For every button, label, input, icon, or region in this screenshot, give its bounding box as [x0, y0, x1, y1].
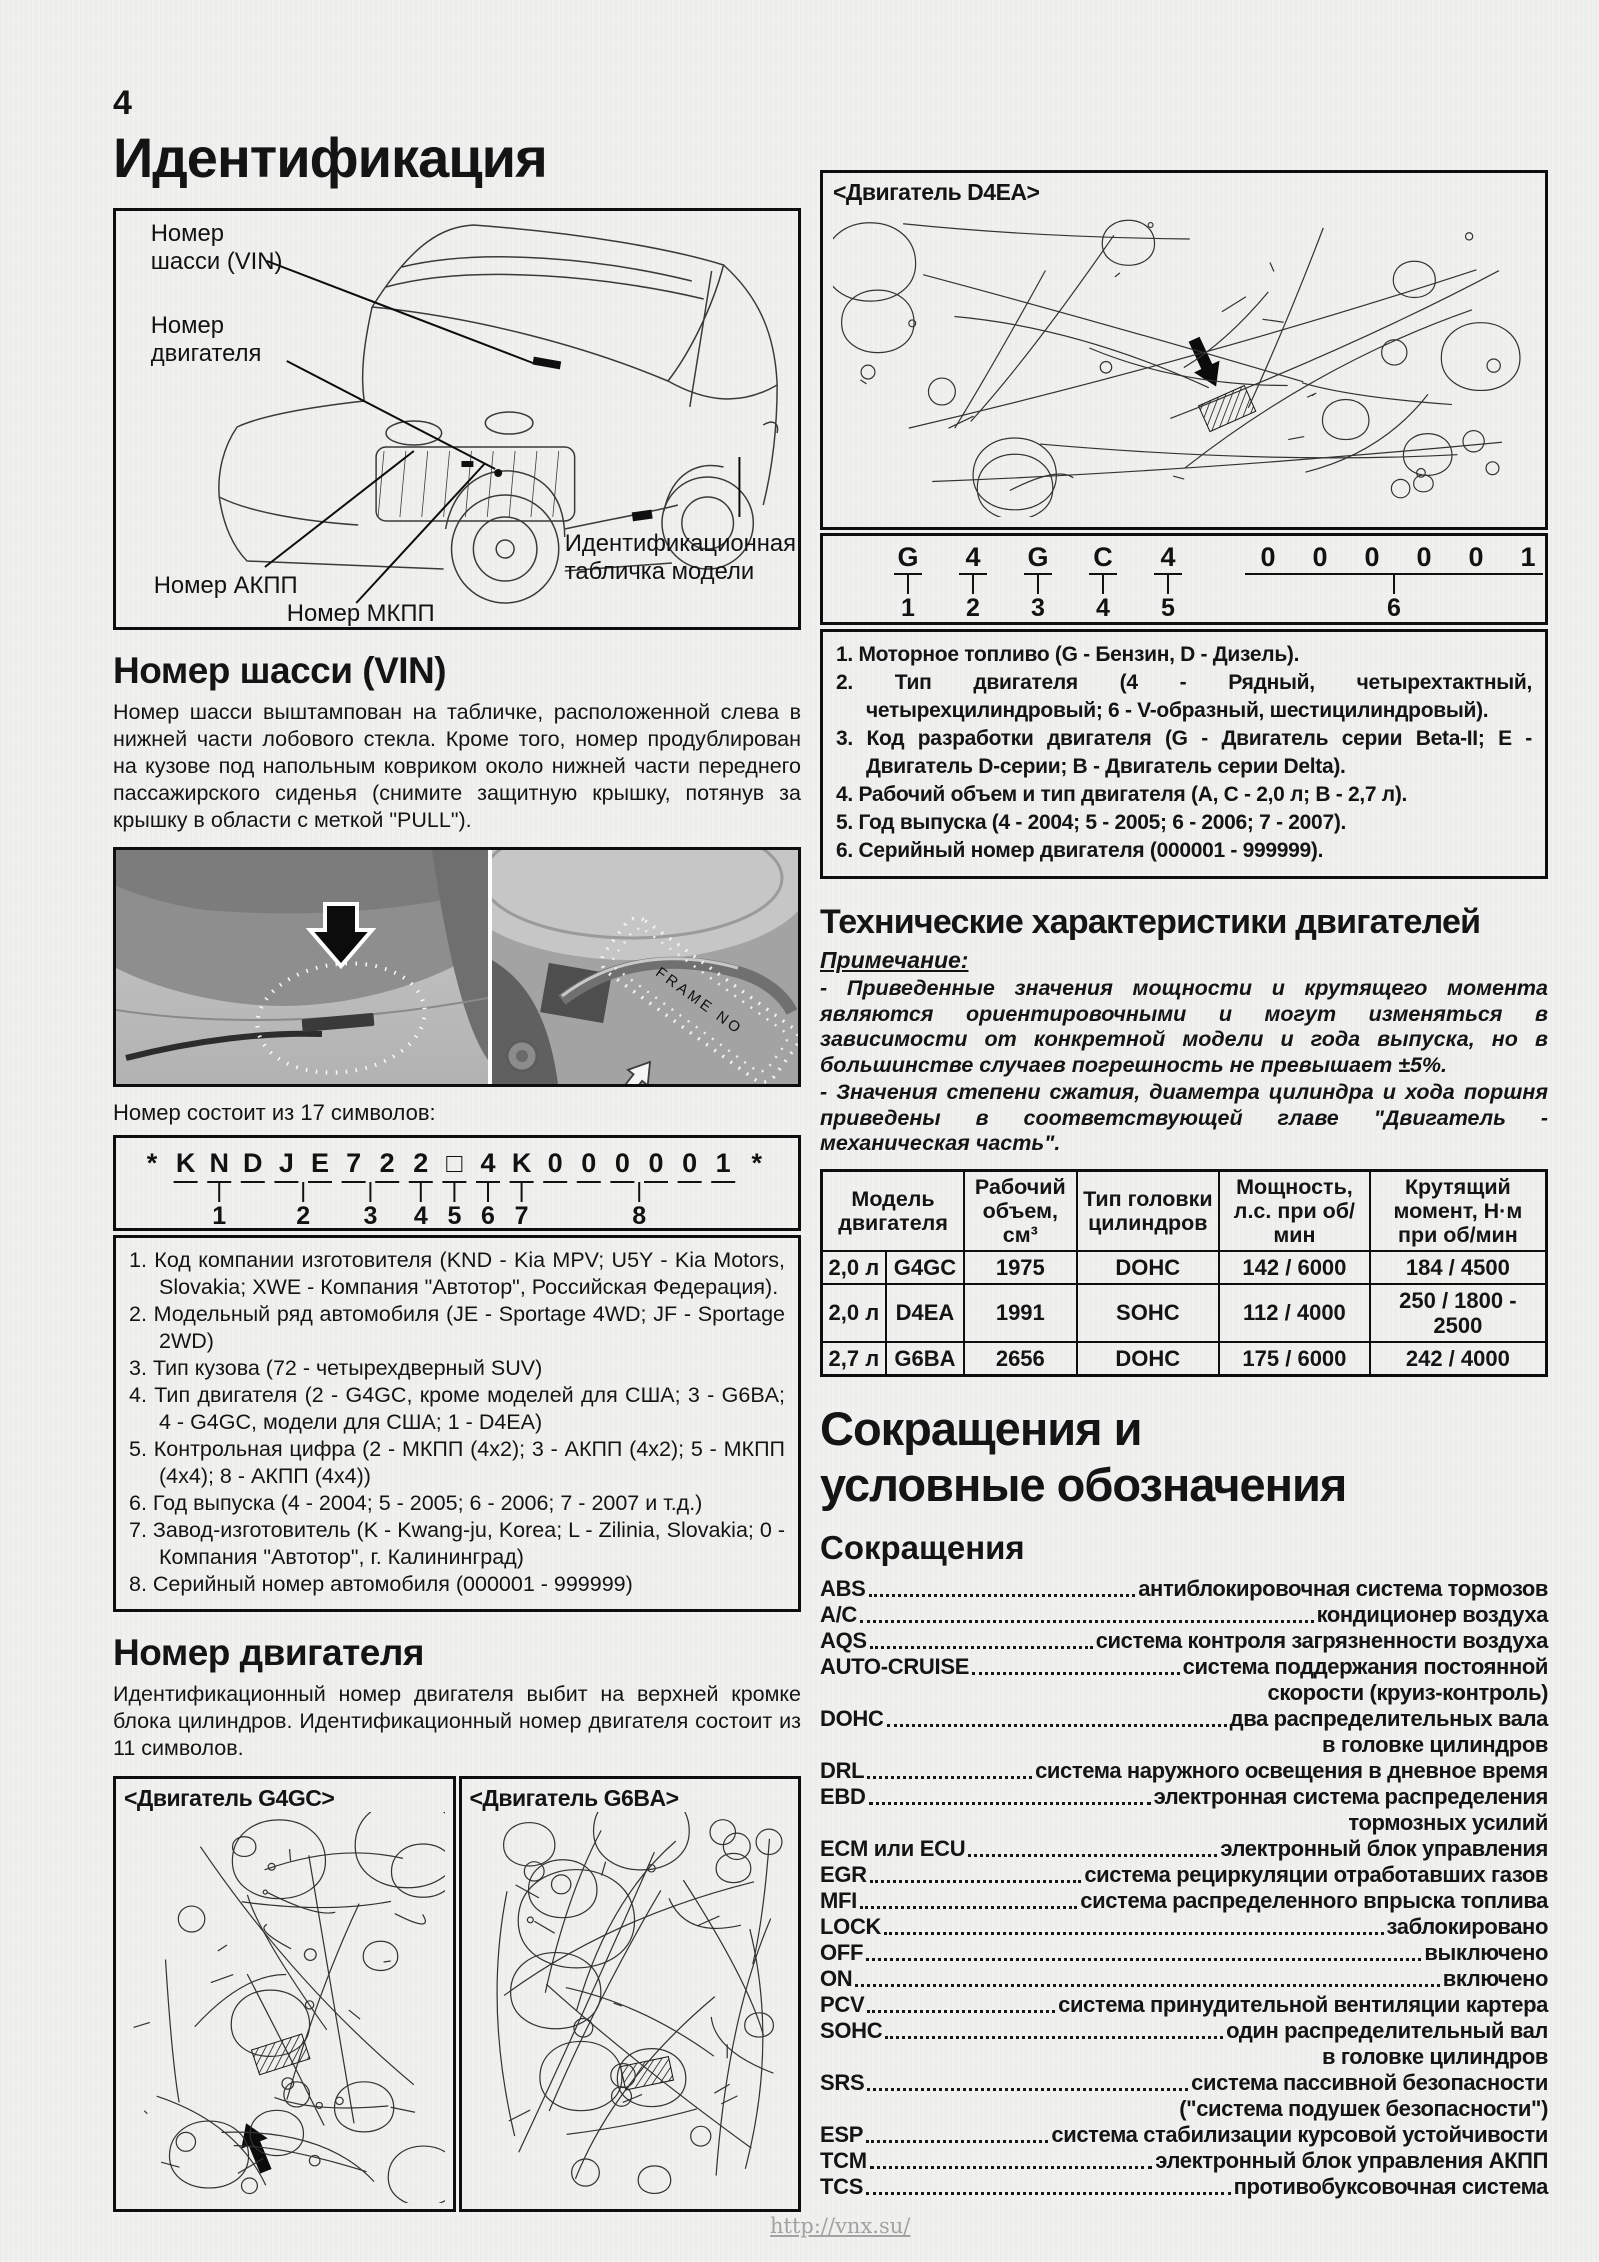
- note-paragraph: - Значения степени сжатия, диаметра цилиндра и хода поршня приведены в соответствующей главе "Двигатель - механическая часть".: [820, 1080, 1548, 1155]
- vin-char: J: [278, 1148, 294, 1178]
- abbr-row: [820, 2070, 1548, 2096]
- abbr-term: ECM или ECU: [820, 1835, 966, 1861]
- abbr-row: [820, 1654, 1548, 1680]
- abbr-definition-continued: тормозных усилий: [1348, 1809, 1548, 1835]
- abbreviations-subheading: Сокращения: [820, 1528, 1025, 1566]
- engine-code-group-number: 6: [1387, 594, 1401, 622]
- abbr-row: [820, 1966, 1548, 1992]
- engine-code-char: C: [1093, 542, 1113, 572]
- spec-cell: 112 / 4000: [1219, 1284, 1370, 1342]
- label-model-plate: Идентификационная: [564, 529, 797, 558]
- note-label: Примечание:: [820, 947, 969, 973]
- dot-leader: [855, 1984, 1439, 1987]
- abbr-term: AQS: [820, 1627, 867, 1653]
- abbr-definition: противобуксовочная система: [1233, 2173, 1548, 2199]
- engine-code-group-number: 3: [1031, 594, 1045, 622]
- spec-cell: G4GC: [886, 1251, 964, 1284]
- abbr-term: DOHC: [820, 1705, 884, 1731]
- abbr-definition: система стабилизации курсовой устойчивости: [1051, 2121, 1548, 2147]
- dot-leader: [870, 2166, 1153, 2169]
- list-item: 1. Моторное топливо (G - Бензин, D - Дизель).: [836, 643, 1300, 666]
- dot-leader: [860, 1906, 1077, 1909]
- abbr-row: [820, 1836, 1548, 1862]
- abbr-definition: электронный блок управления АКПП: [1155, 2147, 1548, 2173]
- right-column: [820, 0, 1548, 2200]
- list-item: 7. Завод-изготовитель (K - Kwang-ju, Korea; L - Zilinia, Slovakia; 0 - Компания "Автотор", г. Калининград): [129, 1518, 785, 1569]
- spec-cell: 142 / 6000: [1219, 1251, 1370, 1284]
- spec-cell: DOHC: [1077, 1251, 1220, 1284]
- engine-code-char: 0: [1416, 542, 1432, 572]
- abbr-row: [820, 1576, 1548, 1602]
- engine-code-char: 4: [965, 542, 981, 572]
- abbr-row: [820, 1706, 1548, 1732]
- abbr-definition: система рециркуляции отработавших газов: [1084, 1861, 1548, 1887]
- vin-char: 2: [413, 1148, 429, 1178]
- vin-location-photos: [113, 847, 801, 1087]
- engine-figures-row: [113, 1776, 801, 2212]
- engine-figure-d4ea: [820, 170, 1548, 530]
- engine-code-group-number: 1: [901, 594, 915, 622]
- vin-paragraph: Номер шасси выштампован на табличке, расположенной слева в нижней части лобового стекла. Кроме того, номер продублирован на кузове под напольным ковриком около нижней части переднего пассажирского сиденья (снимите защитную крышку, потянув за крышку в области с меткой "PULL").: [113, 700, 801, 832]
- abbr-term: EBD: [820, 1783, 866, 1809]
- vin-char: 0: [648, 1148, 664, 1178]
- frame-number-photo: [492, 850, 798, 1084]
- vin-group-number: 8: [632, 1202, 647, 1228]
- abbr-row: [820, 1758, 1548, 1784]
- watermark-link[interactable]: http://vnx.su/: [770, 2214, 911, 2238]
- abbr-row: [820, 1888, 1548, 1914]
- abbr-definition: система наружного освещения в дневное время: [1035, 1757, 1548, 1783]
- abbr-row: [820, 2148, 1548, 2174]
- vin-char: N: [209, 1148, 229, 1178]
- abbr-row: [820, 1940, 1548, 1966]
- dot-leader: [869, 1594, 1136, 1597]
- section-heading-vin: Номер шасси (VIN): [113, 650, 447, 691]
- engine-code-char: 0: [1364, 542, 1380, 572]
- vin-char: K: [511, 1148, 532, 1178]
- table-row: [822, 1342, 1547, 1376]
- vin-char: K: [175, 1148, 196, 1178]
- list-item: 1. Код компании изготовителя (KND - Kia MPV; U5Y - Kia Motors, Slovakia; XWE - Компания "Автотор", Российская Федерация).: [129, 1248, 785, 1299]
- spec-cell: 1975: [964, 1251, 1076, 1284]
- spec-header-cell: Тип головки цилиндров: [1077, 1170, 1220, 1251]
- vin-char: D: [243, 1148, 263, 1178]
- vin-group-number: 2: [296, 1202, 311, 1228]
- spec-cell: 2,0 л: [822, 1284, 886, 1342]
- abbr-term: SRS: [820, 2069, 865, 2095]
- abbr-term: EGR: [820, 1861, 867, 1887]
- abbr-definition: включено: [1442, 1965, 1548, 1991]
- table-row: [822, 1251, 1547, 1284]
- dot-leader: [867, 2088, 1188, 2091]
- spec-cell: G6BA: [886, 1342, 964, 1376]
- abbr-row: [820, 1628, 1548, 1654]
- vin-char: 0: [682, 1148, 698, 1178]
- label-engine-number: двигателя: [150, 339, 262, 368]
- abbreviations-title-line: условные обозначения: [820, 1457, 1347, 1511]
- page-title: Идентификация: [113, 126, 547, 189]
- label-mkpp: Номер МКПП: [286, 599, 435, 627]
- abbr-term: LOCK: [820, 1913, 882, 1939]
- dot-leader: [866, 1958, 1421, 1961]
- engine-code-diagram: [820, 533, 1548, 625]
- vin-char: 7: [346, 1148, 362, 1178]
- spec-cell: 250 / 1800 - 2500: [1370, 1284, 1547, 1342]
- vin-char: *: [146, 1148, 158, 1178]
- abbr-row: [820, 2018, 1548, 2044]
- engine-code-char: G: [1027, 542, 1049, 572]
- dot-leader: [885, 2036, 1223, 2039]
- engine-g6ba-illustration: [470, 1812, 791, 2203]
- vin-char: □: [446, 1148, 463, 1178]
- vin-group-number: 6: [481, 1202, 495, 1228]
- car-line-drawing: [116, 211, 798, 627]
- abbreviations-list: [820, 1576, 1548, 2200]
- engine-number-paragraph: Идентификационный номер двигателя выбит на верхней кромке блока цилиндров. Идентификационный номер двигателя состоит из 11 символов.: [113, 1682, 801, 1760]
- abbr-definition-continued: скорости (круиз-контроль): [1267, 1679, 1548, 1705]
- vin-group-number: 5: [447, 1202, 462, 1228]
- abbr-row: [820, 2122, 1548, 2148]
- engine-specs-table: [820, 1169, 1548, 1377]
- vin-structure-diagram: [113, 1135, 801, 1231]
- spec-cell: 1991: [964, 1284, 1076, 1342]
- abbr-definition: заблокировано: [1386, 1913, 1548, 1939]
- engine-figure-g4gc: [113, 1776, 456, 2212]
- spec-cell: 2,7 л: [822, 1342, 886, 1376]
- spec-cell: 175 / 6000: [1219, 1342, 1370, 1376]
- label-vin: шасси (VIN): [150, 247, 283, 276]
- spec-cell: 184 / 4500: [1370, 1251, 1547, 1284]
- list-item: 2. Тип двигателя (4 - Рядный, четырехтактный, четырехцилиндровый; 6 - V-образный, шестицилиндровый).: [836, 671, 1532, 722]
- spec-cell: SOHC: [1077, 1284, 1220, 1342]
- car-identification-figure: [113, 208, 801, 630]
- abbr-term: ON: [820, 1965, 853, 1991]
- spec-cell: D4EA: [886, 1284, 964, 1342]
- abbr-definition: система пассивной безопасности: [1191, 2069, 1548, 2095]
- abbr-definition-continued: ("система подушек безопасности"): [1179, 2095, 1548, 2121]
- abbr-definition-continued: в головке цилиндров: [1321, 2043, 1548, 2069]
- dot-leader: [870, 1646, 1093, 1649]
- abbr-definition: кондиционер воздуха: [1316, 1601, 1548, 1627]
- frame-no-text: FRAME NO: [652, 964, 746, 1039]
- list-item: 5. Контрольная цифра (2 - МКПП (4x2); 3 - АКПП (4x2); 5 - МКПП (4x4); 8 - АКПП (4x4)): [129, 1437, 785, 1488]
- abbr-definition: система контроля загрязненности воздуха: [1095, 1627, 1548, 1653]
- dot-leader: [968, 1854, 1217, 1857]
- vin-char: 1: [715, 1148, 731, 1178]
- abbr-term: AUTO-CRUISE: [820, 1653, 970, 1679]
- list-item: 6. Год выпуска (4 - 2004; 5 - 2005; 6 - 2006; 7 - 2007 и т.д.): [129, 1491, 703, 1515]
- label-akpp: Номер АКПП: [153, 571, 298, 600]
- engine-figure-label: <Двигатель G4GC>: [124, 1785, 335, 1811]
- table-row: [822, 1284, 1547, 1342]
- engine-code-group-number: 5: [1161, 594, 1175, 622]
- vin-group-number: 4: [413, 1202, 428, 1228]
- abbreviations-title-line: Сокращения и: [820, 1401, 1142, 1455]
- engine-figure-label: <Двигатель D4EA>: [833, 179, 1040, 205]
- page-number: 4: [113, 84, 132, 122]
- abbr-row: [820, 1914, 1548, 1940]
- engine-code-char: 4: [1160, 542, 1176, 572]
- abbr-term: DRL: [820, 1757, 865, 1783]
- dot-leader: [869, 1802, 1151, 1805]
- engine-code-group-number: 2: [966, 594, 980, 622]
- abbr-definition: система распределенного впрыска топлива: [1080, 1887, 1548, 1913]
- abbr-row: [820, 1784, 1548, 1810]
- list-item: 8. Серийный номер автомобиля (000001 - 999999): [129, 1572, 633, 1596]
- abbr-term: SOHC: [820, 2017, 883, 2043]
- vin-char: 2: [379, 1148, 395, 1178]
- abbr-term: TCS: [820, 2173, 864, 2199]
- vin-char: 0: [581, 1148, 597, 1178]
- dot-leader: [884, 1932, 1383, 1935]
- dot-leader: [972, 1672, 1180, 1675]
- abbr-term: ABS: [820, 1575, 866, 1601]
- list-item: 5. Год выпуска (4 - 2004; 5 - 2005; 6 - 2006; 7 - 2007).: [836, 811, 1347, 834]
- abbreviations-title: [820, 1401, 1548, 1513]
- abbr-definition: антиблокировочная система тормозов: [1138, 1575, 1548, 1601]
- list-item: 3. Код разработки двигателя (G - Двигатель серии Beta-II; E - Двигатель D-серии; B - Двигатель серии Delta).: [836, 727, 1532, 778]
- abbr-term: ESP: [820, 2121, 864, 2147]
- left-column: [113, 0, 801, 2212]
- vin-group-number: 1: [212, 1202, 227, 1228]
- label-engine-number: Номер: [150, 311, 225, 340]
- list-item: 4. Рабочий объем и тип двигателя (A, C - 2,0 л; B - 2,7 л).: [836, 783, 1408, 806]
- label-vin: Номер: [150, 219, 225, 248]
- list-item: 3. Тип кузова (72 - четырехдверный SUV): [129, 1356, 543, 1380]
- vin-char: 4: [480, 1148, 496, 1178]
- abbr-term: PCV: [820, 1991, 865, 2017]
- dot-leader: [870, 1880, 1082, 1883]
- spec-header-cell: Модель двигателя: [822, 1170, 965, 1251]
- vin-group-number: 7: [514, 1202, 529, 1228]
- spec-header-cell: Рабочий объем, см³: [964, 1170, 1076, 1251]
- engine-code-char: G: [897, 542, 919, 572]
- vin-symbols-intro: Номер состоит из 17 символов:: [113, 1100, 436, 1125]
- list-item: 6. Серийный номер двигателя (000001 - 999999).: [836, 839, 1324, 862]
- vin-char: E: [310, 1148, 330, 1178]
- dot-leader: [867, 1776, 1032, 1779]
- vin-legend-list: [113, 1235, 801, 1612]
- spec-header-cell: Крутящий момент, Н·м при об/мин: [1370, 1170, 1547, 1251]
- abbr-row: [820, 1602, 1548, 1628]
- engine-code-group-number: 4: [1096, 594, 1110, 622]
- dot-leader: [867, 2010, 1055, 2013]
- engine-g4gc-illustration: [124, 1812, 445, 2203]
- abbr-definition: один распределительный вал: [1226, 2017, 1548, 2043]
- vin-char: 0: [614, 1148, 630, 1178]
- list-item: 4. Тип двигателя (2 - G4GC, кроме моделей для США; 3 - G6BA; 4 - G4GC, модели для США; 1 - D4EA): [129, 1383, 785, 1434]
- arrow-icon: [1181, 333, 1228, 392]
- abbr-definition: система принудительной вентиляции картера: [1058, 1991, 1548, 2017]
- vin-char: *: [751, 1148, 763, 1178]
- abbr-term: TCM: [820, 2147, 867, 2173]
- engine-code-char: 0: [1468, 542, 1484, 572]
- abbr-definition: система поддержания постоянной: [1182, 1653, 1548, 1679]
- abbr-row: [820, 2174, 1548, 2200]
- abbr-definition: выключено: [1424, 1939, 1548, 1965]
- abbr-term: OFF: [820, 1939, 864, 1965]
- engine-figure-g6ba: [459, 1776, 802, 2212]
- spec-cell: 242 / 4000: [1370, 1342, 1547, 1376]
- vin-group-number: 3: [363, 1202, 378, 1228]
- spec-cell: 2,0 л: [822, 1251, 886, 1284]
- dot-leader: [866, 2140, 1048, 2143]
- engine-code-legend-list: [820, 629, 1548, 879]
- abbr-definition-continued: в головке цилиндров: [1321, 1731, 1548, 1757]
- list-item: 2. Модельный ряд автомобиля (JE - Sportage 4WD; JF - Sportage 2WD): [129, 1302, 785, 1353]
- engine-figure-label: <Двигатель G6BA>: [469, 1785, 679, 1811]
- engine-code-char: 0: [1312, 542, 1328, 572]
- section-heading-specs: Технические характеристики двигателей: [820, 903, 1481, 941]
- abbr-row: [820, 1992, 1548, 2018]
- abbr-definition: электронный блок управления: [1220, 1835, 1548, 1861]
- dot-leader: [866, 2192, 1230, 2195]
- engine-code-char: 0: [1260, 542, 1276, 572]
- abbr-row: [820, 1862, 1548, 1888]
- engine-d4ea-illustration: [833, 206, 1535, 517]
- abbr-definition: электронная система распределения: [1153, 1783, 1548, 1809]
- abbr-definition: два распределительных вала: [1229, 1705, 1548, 1731]
- abbr-term: MFI: [820, 1887, 857, 1913]
- spec-cell: 2656: [964, 1342, 1076, 1376]
- engine-code-char: 1: [1520, 542, 1536, 572]
- section-heading-engine-number: Номер двигателя: [113, 1632, 424, 1673]
- windshield-vin-photo: [116, 850, 488, 1084]
- label-model-plate: табличка модели: [564, 557, 755, 586]
- dot-leader: [887, 1724, 1227, 1727]
- notes-block: [820, 976, 1548, 1157]
- spec-cell: DOHC: [1077, 1342, 1220, 1376]
- spec-header-cell: Мощность, л.с. при об/мин: [1219, 1170, 1370, 1251]
- abbr-term: A/C: [820, 1601, 857, 1627]
- vin-char: 0: [547, 1148, 563, 1178]
- note-paragraph: - Приведенные значения мощности и крутящего момента являются ориентировочными и могут изменяться в зависимости от конкретной модели и года выпуска, но в большинстве случаев погрешность не превышает ±5%.: [820, 976, 1548, 1077]
- dot-leader: [860, 1620, 1314, 1623]
